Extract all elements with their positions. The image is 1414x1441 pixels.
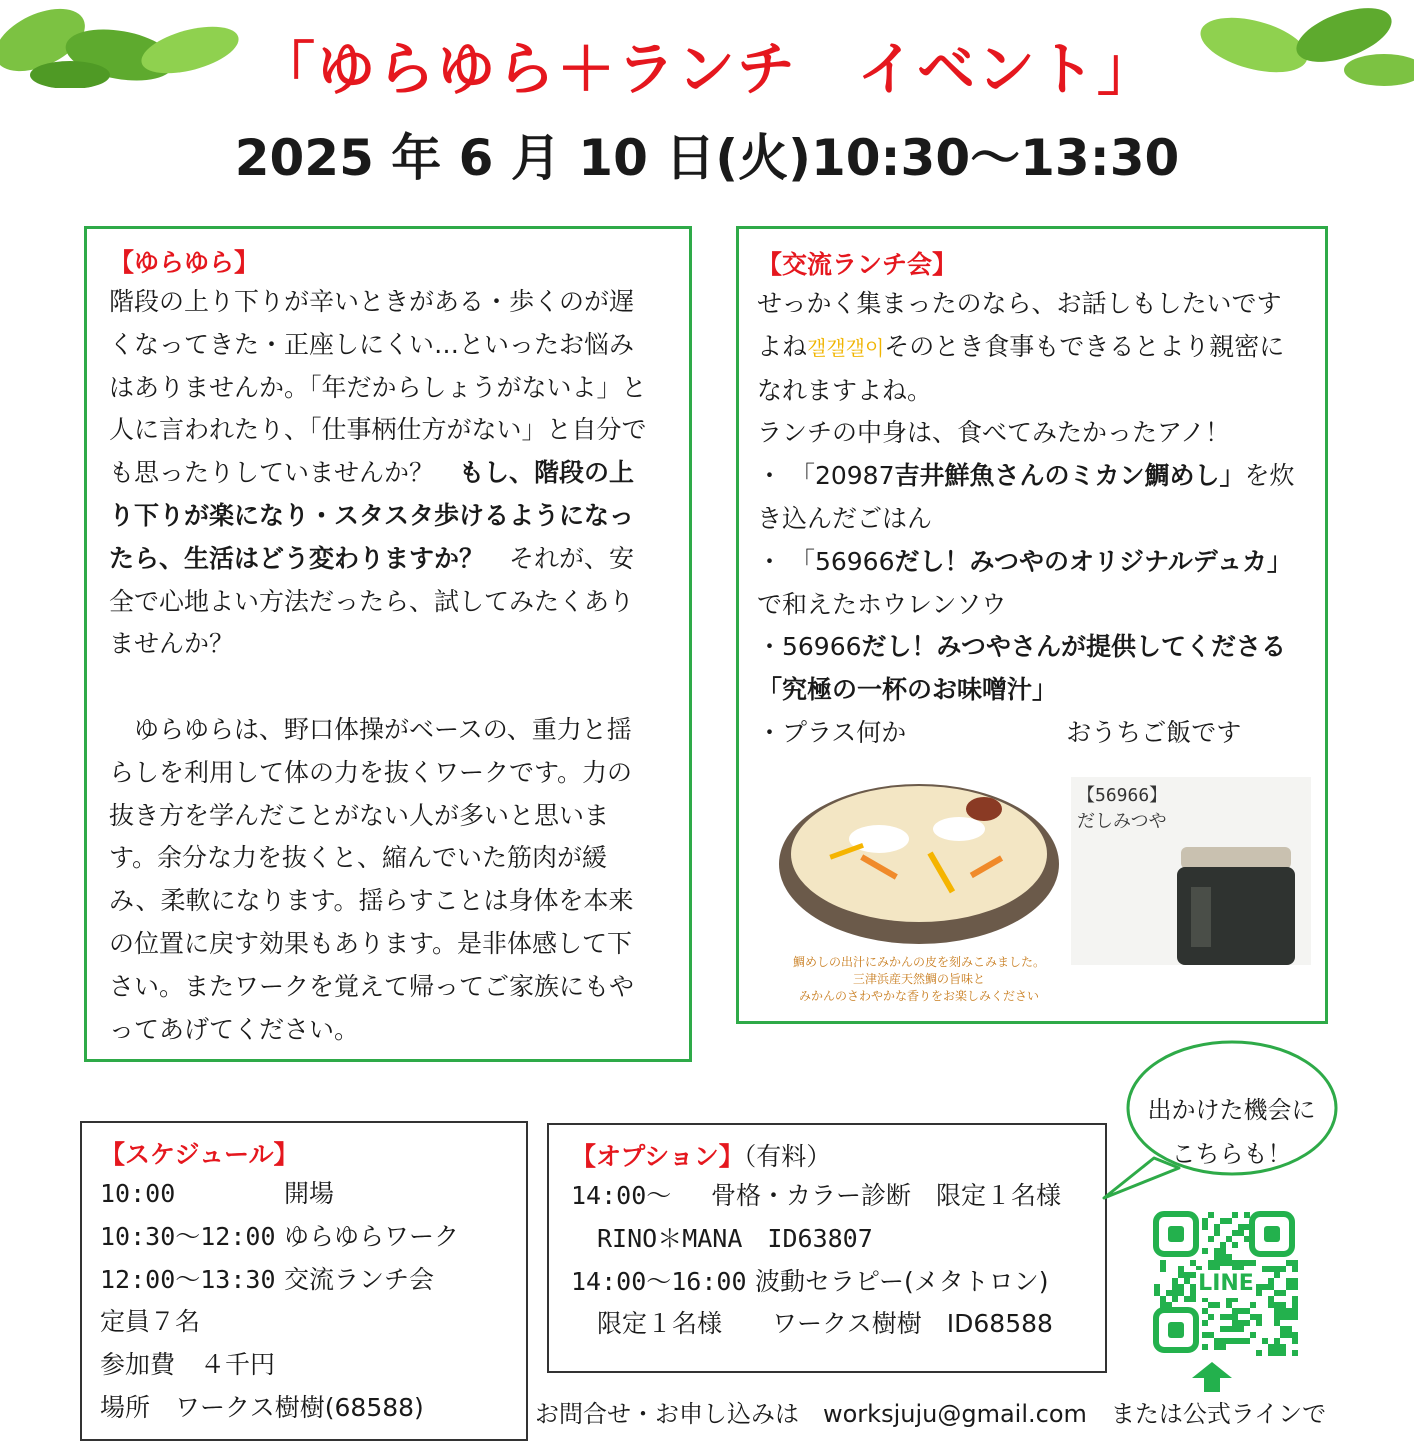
yurayura-heading: 【ゆらゆら】 [109,248,260,277]
text-line [109,452,647,495]
text-line: す。余分な力を抜くと、縮んでいた筋肉が緩 [109,843,608,873]
schedule-label: 開場 [284,1179,335,1208]
schedule-label: 交流ランチ会 [284,1264,435,1294]
text-span: 「20987 [789,461,895,491]
jar-image [1171,837,1301,965]
text-span-bold: 吉井鮮魚さんのミカン鯛めし」 [894,461,1245,491]
text-line: さい。またワークを覚えて帰ってご家族にもや [109,971,635,1001]
text-line [757,455,1295,498]
place-text: 場所 ワークス樹樹(68588) [100,1392,424,1422]
bubble-text [1124,1088,1339,1176]
option-text: 波動セラピー(メタトロン) [755,1266,1049,1296]
text-line: ませんか？ [109,629,235,659]
text-line: 階段の上り下りが辛いときがある・歩くのが遅 [109,287,635,316]
text-span: ・56966 [757,632,862,662]
text-line [757,626,1295,669]
text-span: を炊 [1244,461,1295,491]
lunch-heading: 【交流ランチ会】 [757,250,958,279]
text-span: そのとき食事もできるとより親密に [884,331,1285,361]
text-line [757,326,1295,370]
bubble-line: 出かけた機会に [1147,1096,1316,1124]
arrow-up-icon [1192,1362,1232,1392]
text-line [757,712,1295,755]
text-line [757,541,1295,584]
option-heading-line [571,1137,1061,1173]
line-qr-code[interactable] [1152,1210,1300,1358]
option-row: RINO＊MANA ID63807 [597,1223,873,1253]
text-line: せっかく集まったのなら、お話しもしたいです [757,289,1282,318]
photo-caption-line: 鯛めしの出汁にみかんの皮を刻みこみました。 [792,955,1045,969]
option-text: 限定１名様 [597,1309,723,1339]
lunch-box [736,226,1328,1024]
text-span: ・ [757,461,790,491]
text-line: はありませんか。「年だからしょうがないよ」と [109,372,647,402]
capacity-text: 定員７名 [100,1307,201,1337]
option-paid-note: （有料） [743,1142,832,1171]
schedule-label: ゆらゆらワーク [284,1221,460,1251]
photo-caption-line: みかんのさわやかな香りをお楽しみください [798,989,1039,1003]
event-date: 2025 年 6 月 10 日(火)10:30〜13:30 [234,129,1180,187]
yurayura-text [109,281,647,1051]
yurayura-box [84,226,692,1062]
option-row [571,1303,1061,1346]
schedule-list [100,1173,459,1430]
text-line: で和えたホウレンソウ [757,589,1007,619]
text-line: くなってきた・正座しにくい…といったお悩み [109,329,635,359]
text-span: ・ [757,546,790,576]
option-heading: 【オプション】 [571,1142,744,1171]
text-line: き込んだごはん [757,503,933,533]
text-line: 「究極の一杯のお味噌汁」 [757,675,1058,705]
schedule-box [80,1121,528,1441]
option-box [547,1123,1107,1373]
photo-dashi-jar [1071,777,1311,965]
lunch-text [757,283,1295,755]
text-span: よね [757,331,808,361]
photo-tai-meshi [769,769,1069,1009]
text-span: ・プラス何か [757,717,907,747]
text-span: も思ったりしていませんか？ [109,458,460,488]
garbled-glyph: 갤갤갤이 [807,335,885,360]
photo-caption-line: 三津浜産天然鯛の旨味と [852,972,985,986]
text-line: ランチの中身は、食べてみたかったアノ！ [757,418,1231,448]
text-line: なれますよね。 [757,375,933,405]
text-line: ってあげてください。 [109,1014,360,1044]
text-line: らしを利用して体の力を抜くワークです。力の [109,757,633,787]
text-line: 人に言われたり、「仕事柄仕方がない」と自分で [109,415,647,445]
text-line: 全で心地よい方法だったら、試してみたくあり [109,586,635,616]
text-span-bold: だし！みつやさんが提供してくださる [861,632,1287,662]
option-time: 14:00〜16:00 [571,1266,747,1296]
event-title: 「ゆらゆら＋ランチ イベント」 [256,35,1157,103]
text-span: おうちご飯です [1066,717,1242,747]
text-line [109,538,647,581]
jar-label: 【56966】 [1077,785,1168,806]
bubble-line: こちらも！ [1171,1140,1292,1168]
contact-footer: お問合せ・お申し込みは worksjuju@gmail.com または公式ラインで [535,1400,1327,1428]
schedule-row [100,1173,459,1216]
option-time: 14:00〜 [571,1181,672,1210]
schedule-time: 10:00 [100,1179,176,1208]
schedule-time: 12:00〜13:30 [100,1264,276,1294]
text-line: の位置に戻す効果もあります。是非体感して下 [109,928,633,958]
text-span-bold: もし、階段の上 [459,458,635,488]
option-row [571,1175,1061,1218]
option-text: 骨格・カラー診断 限定１名様 [711,1181,1062,1210]
text-span: それが、安 [484,543,635,573]
text-line: ゆらゆらは、野口体操がベースの、重力と揺 [109,714,632,744]
jar-label: だしみつや [1077,811,1167,832]
text-span-bold: り下りが楽になり・スタスタ歩けるようになっ [109,500,635,530]
text-span-bold: だし！みつやのオリジナルデュカ」 [894,546,1292,576]
schedule-time: 10:30〜12:00 [100,1221,276,1251]
text-line: 抜き方を学んだことがない人が多いと思いま [109,800,610,830]
rice-bowl-image [769,769,1069,949]
schedule-row [100,1216,459,1259]
qr-line-label: LINE [1196,1270,1256,1298]
text-span: 「56966 [789,546,895,576]
blank-line [109,666,647,709]
schedule-heading: 【スケジュール】 [100,1140,299,1169]
fee-text: 参加費 ４千円 [100,1350,276,1380]
option-text: ワークス樹樹 ID68588 [772,1309,1053,1339]
schedule-row [100,1259,459,1302]
text-span-bold: たら、生活はどう変わりますか？ [109,543,485,573]
option-list [571,1175,1061,1346]
text-line: み、柔軟になります。揺らすことは身体を本来 [109,886,634,916]
text-line [109,495,647,538]
option-row [571,1261,1061,1304]
